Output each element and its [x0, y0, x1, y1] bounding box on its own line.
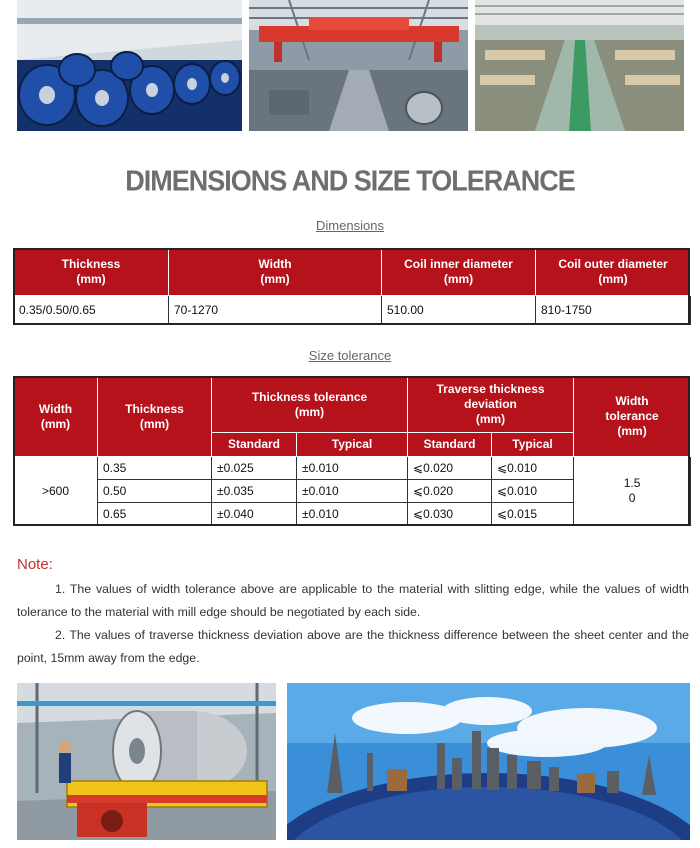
photo-production-line [475, 0, 684, 131]
cell-td-standard: ⩽0.020 [408, 457, 492, 480]
cell-td-typical: ⩽0.010 [492, 457, 574, 480]
cell-tt-typical: ±0.010 [297, 480, 408, 503]
size-tolerance-table [13, 376, 691, 526]
header-traverse-thickness-deviation: Traverse thickness deviation (mm) [408, 377, 574, 433]
note-title: Note: [17, 556, 53, 573]
dimensions-caption: Dimensions [316, 218, 384, 233]
photo-steel-coils-warehouse [17, 0, 242, 131]
cell-width-value: >600 [14, 457, 98, 526]
cell-tt-standard: ±0.025 [212, 457, 297, 480]
header-thickness-tolerance: Thickness tolerance (mm) [212, 377, 408, 433]
header-thickness: Thickness (mm) [98, 377, 212, 457]
width-tolerance-upper: 1.5 [623, 476, 641, 490]
cell-width: 70-1270 [169, 296, 382, 325]
header-width: Width (mm) [169, 249, 382, 296]
cell-tt-standard: ±0.035 [212, 480, 297, 503]
cell-coil-outer-diameter: 810-1750 [536, 296, 691, 325]
photo-world-landmarks-globe [287, 683, 690, 840]
header-td-standard: Standard [408, 433, 492, 457]
dimensions-table [13, 248, 691, 325]
cell-thickness: 0.35 [98, 457, 212, 480]
cell-tt-typical: ±0.010 [297, 457, 408, 480]
table-row [14, 296, 691, 325]
header-coil-inner-diameter: Coil inner diameter (mm) [382, 249, 536, 296]
header-thickness: Thickness (mm) [14, 249, 169, 296]
size-tolerance-caption: Size tolerance [308, 348, 392, 363]
photo-factory-crane [249, 0, 468, 131]
cell-tt-typical: ±0.010 [297, 503, 408, 526]
header-width: Width (mm) [14, 377, 98, 457]
photo-coil-transfer-cart [17, 683, 276, 840]
header-tt-standard: Standard [212, 433, 297, 457]
cell-thickness: 0.50 [98, 480, 212, 503]
header-coil-outer-diameter: Coil outer diameter (mm) [536, 249, 691, 296]
note-item-2: 2. The values of traverse thickness deviation above are the thickness difference between the sheet center and the point, 15mm away from the edge. [17, 628, 689, 665]
cell-td-standard: ⩽0.020 [408, 480, 492, 503]
cell-thickness: 0.35/0.50/0.65 [14, 296, 169, 325]
cell-coil-inner-diameter: 510.00 [382, 296, 536, 325]
header-tt-typical: Typical [297, 433, 408, 457]
cell-width-tolerance [574, 457, 691, 526]
cell-td-typical: ⩽0.010 [492, 480, 574, 503]
page-title: DIMENSIONS AND SIZE TOLERANCE [125, 165, 575, 197]
header-width-tolerance: Width tolerance (mm) [574, 377, 691, 457]
note-item-1: 1. The values of width tolerance above are applicable to the material with slitting edge, while the values of width tolerance to the material with mill edge should be negotiated by each side. [17, 582, 689, 619]
cell-thickness: 0.65 [98, 503, 212, 526]
table-row [14, 457, 691, 480]
cell-td-typical: ⩽0.015 [492, 503, 574, 526]
cell-td-standard: ⩽0.030 [408, 503, 492, 526]
cell-tt-standard: ±0.040 [212, 503, 297, 526]
width-tolerance-lower: 0 [628, 491, 636, 505]
dimensions-header-row [14, 249, 691, 296]
header-td-typical: Typical [492, 433, 574, 457]
